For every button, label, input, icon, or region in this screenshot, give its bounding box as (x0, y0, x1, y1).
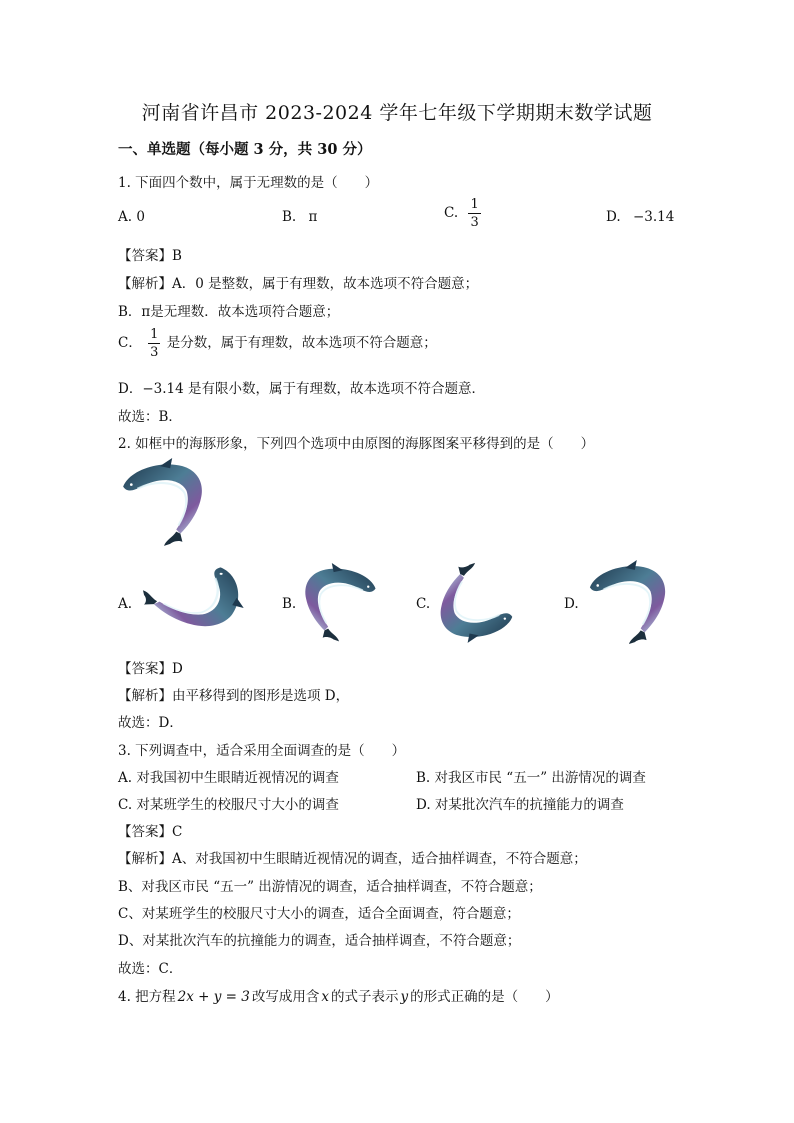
q1-explanation-a: 【解析】A．0 是整数，属于有理数，故本选项不符合题意； (118, 276, 479, 292)
q1-option-b (282, 209, 317, 225)
q1-option-c (444, 198, 483, 229)
q1-option-b-label: B. (282, 209, 297, 225)
q1-stem: 1. 下面四个数中，属于无理数的是（ ） (118, 175, 379, 191)
dolphin-option-c-image (436, 558, 516, 644)
fraction-denominator: 3 (470, 215, 479, 230)
q2-stem: 2. 如框中的海豚形象，下列四个选项中由原图的海豚图案平移得到的是（ ） (118, 436, 595, 452)
dolphin-original-image (118, 458, 208, 550)
q1-option-b-value: π (308, 209, 318, 225)
q3-answer: 【答案】C (118, 824, 183, 840)
q1-explanation-c-label: C． (118, 335, 142, 351)
q1-option-d-value: −3.14 (632, 209, 675, 225)
q3-explanation-d: D、对某批次汽车的抗撞能力的调查，适合抽样调查，不符合题意； (118, 933, 521, 949)
q3-option-a: A. 对我国初中生眼睛近视情况的调查 (118, 770, 339, 786)
q4-stem-part3: 的式子表示 (331, 989, 399, 1005)
q1-explanation-c (118, 328, 437, 359)
q4-var-y: y (400, 989, 409, 1005)
q2-answer: 【答案】D (118, 661, 183, 677)
q2-option-c-label: C. (416, 596, 431, 612)
q1-option-c-label: C. (444, 205, 459, 221)
q4-var-x: x (321, 989, 330, 1005)
q2-option-d-label: D. (564, 596, 579, 612)
q4-equation: 2x + y = 3 (177, 989, 250, 1005)
fraction-denominator: 3 (150, 345, 159, 360)
q2-explanation: 【解析】由平移得到的图形是选项 D， (118, 688, 350, 704)
q1-choose: 故选：B． (118, 409, 182, 425)
q2-option-a-label: A. (118, 596, 133, 612)
q3-option-c: C. 对某班学生的校服尺寸大小的调查 (118, 797, 339, 813)
q4-stem-part1: 4. 把方程 (118, 989, 176, 1005)
q2-option-b-label: B. (282, 596, 297, 612)
q3-explanation-c: C、对某班学生的校服尺寸大小的调查，适合全面调查，符合题意； (118, 906, 520, 922)
section-heading: 一、单选题（每小题 3 分，共 30 分） (118, 141, 372, 158)
q2-choose: 故选：D． (118, 715, 183, 731)
q4-stem-part4: 的形式正确的是（ ） (410, 989, 559, 1005)
q3-choose: 故选：C． (118, 961, 183, 977)
q4-stem-part2: 改写成用含 (251, 989, 320, 1005)
q4-stem (118, 985, 559, 1005)
q3-explanation-a: 【解析】A、对我国初中生眼睛近视情况的调查，适合抽样调查，不符合题意； (118, 851, 587, 867)
dolphin-option-b-image (300, 563, 380, 645)
q1-option-a: A. 0 (118, 209, 145, 225)
dolphin-option-d-image (586, 560, 670, 648)
q1-explanation-c-text: 是分数，属于有理数，故本选项不符合题意； (166, 335, 437, 351)
q1-option-d (606, 209, 674, 225)
q1-explanation-c-fraction (148, 328, 160, 359)
q1-option-d-label: D. (606, 209, 621, 225)
q1-answer: 【答案】B (118, 248, 182, 264)
q3-option-b: B. 对我区市民 “五一” 出游情况的调查 (416, 770, 646, 786)
fraction-numerator: 1 (470, 197, 479, 212)
q3-explanation-b: B、对我区市民 “五一” 出游情况的调查，适合抽样调查，不符合题意； (118, 879, 542, 895)
fraction-numerator: 1 (150, 327, 159, 342)
dolphin-option-a-image (140, 560, 244, 630)
q1-option-c-fraction (468, 198, 480, 229)
q3-option-d: D. 对某批次汽车的抗撞能力的调查 (416, 797, 624, 813)
q1-explanation-d: D．−3.14 是有限小数，属于有理数，故本选项不符合题意． (118, 381, 485, 397)
q3-stem: 3. 下列调查中，适合采用全面调查的是（ ） (118, 743, 406, 759)
page-title: 河南省许昌市 2023-2024 学年七年级下学期期末数学试题 (141, 102, 653, 124)
q1-explanation-b: B．π是无理数．故本选项符合题意； (118, 304, 340, 320)
